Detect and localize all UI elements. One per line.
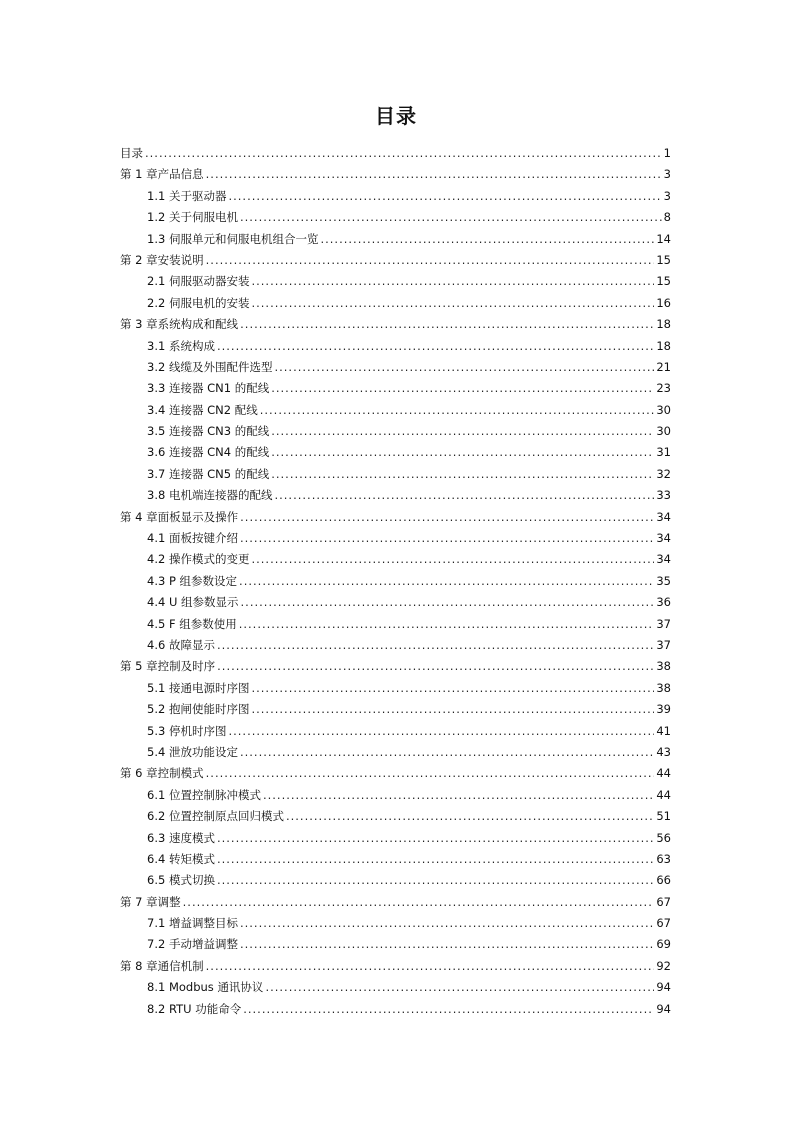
toc-entry-page-number: 63 — [656, 851, 671, 866]
toc-entry-label: 6.1 位置控制脉冲模式 — [147, 787, 261, 802]
toc-section-entry[interactable] — [120, 380, 671, 401]
toc-leader-dots — [243, 1002, 654, 1016]
toc-section-entry[interactable] — [120, 701, 671, 722]
toc-chapter-entry[interactable] — [120, 166, 671, 187]
toc-leader-dots — [206, 766, 655, 780]
toc-leader-dots — [260, 403, 655, 417]
toc-leader-dots — [217, 659, 654, 673]
toc-entry-page-number: 34 — [656, 531, 671, 546]
toc-chapter-entry[interactable] — [120, 958, 671, 979]
toc-section-entry[interactable] — [120, 466, 671, 487]
toc-section-entry[interactable] — [120, 808, 671, 829]
toc-entry-label: 7.2 手动增益调整 — [147, 937, 238, 952]
toc-entry-page-number: 23 — [656, 381, 671, 396]
toc-section-entry[interactable] — [120, 444, 671, 465]
toc-leader-dots — [251, 274, 654, 288]
toc-entry-label: 第 7 章调整 — [120, 894, 181, 909]
toc-leader-dots — [239, 617, 655, 631]
toc-entry-page-number: 69 — [656, 937, 671, 952]
toc-leader-dots — [145, 146, 662, 160]
page-title: 目录 — [375, 104, 417, 128]
toc-entry-page-number: 33 — [656, 488, 671, 503]
toc-leader-dots — [241, 595, 655, 609]
toc-entry-label: 5.1 接通电源时序图 — [147, 680, 250, 695]
toc-leader-dots — [265, 980, 654, 994]
toc-entry-label: 第 5 章控制及时序 — [120, 659, 216, 674]
toc-section-entry[interactable] — [120, 359, 671, 380]
toc-entry-page-number: 14 — [656, 231, 671, 246]
toc-entry-page-number: 44 — [656, 787, 671, 802]
toc-section-entry[interactable] — [120, 979, 671, 1000]
toc-section-entry[interactable] — [120, 744, 671, 765]
toc-leader-dots — [217, 831, 654, 845]
toc-entry-page-number: 37 — [656, 616, 671, 631]
toc-leader-dots — [206, 959, 655, 973]
toc-entry-page-number: 39 — [656, 702, 671, 717]
toc-section-entry[interactable] — [120, 295, 671, 316]
toc-leader-dots — [271, 424, 654, 438]
toc-leader-dots — [251, 552, 654, 566]
toc-section-entry[interactable] — [120, 423, 671, 444]
toc-entry-label: 1.2 关于伺服电机 — [147, 210, 238, 225]
toc-entry-label: 3.7 连接器 CN5 的配线 — [147, 466, 270, 481]
toc-entry-page-number: 34 — [656, 552, 671, 567]
toc-section-entry[interactable] — [120, 573, 671, 594]
toc-leader-dots — [271, 445, 654, 459]
toc-entry-page-number: 67 — [656, 916, 671, 931]
toc-entry-page-number: 15 — [656, 274, 671, 289]
toc-leader-dots — [240, 210, 662, 224]
toc-entry-label: 3.5 连接器 CN3 的配线 — [147, 424, 270, 439]
toc-leader-dots — [240, 510, 654, 524]
toc-section-entry[interactable] — [120, 209, 671, 230]
toc-entry-label: 3.1 系统构成 — [147, 338, 215, 353]
toc-entry-label: 3.4 连接器 CN2 配线 — [147, 402, 258, 417]
toc-leader-dots — [239, 574, 654, 588]
toc-leader-dots — [251, 681, 654, 695]
toc-entry-label: 6.2 位置控制原点回归模式 — [147, 809, 284, 824]
toc-section-entry[interactable] — [120, 551, 671, 572]
toc-leader-dots — [240, 937, 654, 951]
toc-entry-label: 第 3 章系统构成和配线 — [120, 317, 239, 332]
toc-entry-page-number: 3 — [663, 188, 671, 203]
toc-entry-page-number: 16 — [656, 295, 671, 310]
toc-section-entry[interactable] — [120, 851, 671, 872]
toc-entry-page-number: 43 — [656, 744, 671, 759]
toc-entry-label: 第 4 章面板显示及操作 — [120, 509, 239, 524]
toc-section-entry[interactable] — [120, 594, 671, 615]
toc-entry-label: 3.2 线缆及外围配件选型 — [147, 359, 273, 374]
toc-entry-label: 5.4 泄放功能设定 — [147, 744, 238, 759]
toc-entry-label: 第 2 章安装说明 — [120, 252, 204, 267]
toc-entry-label: 目录 — [120, 146, 143, 160]
toc-leader-dots — [274, 360, 654, 374]
toc-chapter-entry[interactable] — [120, 252, 671, 273]
toc-entry-label: 1.1 关于驱动器 — [147, 188, 227, 203]
toc-leader-dots — [206, 253, 655, 267]
toc-entry-page-number: 44 — [656, 766, 671, 781]
toc-entry-page-number: 38 — [656, 659, 671, 674]
toc-entry-label: 3.6 连接器 CN4 的配线 — [147, 445, 270, 460]
toc-entry-label: 第 6 章控制模式 — [120, 766, 204, 781]
toc-entry-page-number: 32 — [656, 466, 671, 481]
toc-leader-dots — [183, 895, 655, 909]
toc-section-entry[interactable] — [120, 830, 671, 851]
toc-entry-page-number: 56 — [656, 830, 671, 845]
toc-section-entry[interactable] — [120, 188, 671, 209]
toc-entry-label: 3.8 电机端连接器的配线 — [147, 488, 273, 503]
toc-entry-page-number: 30 — [656, 424, 671, 439]
toc-entry-label: 5.2 抱闸使能时序图 — [147, 702, 250, 717]
toc-entry-label: 4.1 面板按键介绍 — [147, 531, 238, 546]
toc-entry-label: 2.2 伺服电机的安装 — [147, 295, 250, 310]
toc-entry-page-number: 51 — [656, 809, 671, 824]
toc-entry-page-number: 92 — [656, 958, 671, 973]
toc-chapter-entry[interactable] — [120, 765, 671, 786]
toc-entry-page-number: 3 — [663, 167, 671, 182]
toc-section-entry[interactable] — [120, 915, 671, 936]
toc-entry-label: 2.1 伺服驱动器安装 — [147, 274, 250, 289]
toc-leader-dots — [251, 702, 654, 716]
toc-chapter-entry[interactable] — [120, 316, 671, 337]
toc-leader-dots — [206, 167, 662, 181]
toc-entry-page-number: 18 — [656, 317, 671, 332]
toc-entry-page-number: 30 — [656, 402, 671, 417]
toc-entry-page-number: 18 — [656, 338, 671, 353]
toc-entry-page-number: 21 — [656, 359, 671, 374]
toc-section-entry[interactable] — [120, 273, 671, 294]
toc-leader-dots — [271, 381, 654, 395]
toc-leader-dots — [271, 467, 654, 481]
toc-entry-label: 1.3 伺服单元和伺服电机组合一览 — [147, 231, 319, 246]
toc-section-entry[interactable] — [120, 1001, 671, 1022]
toc-entry-page-number: 41 — [656, 723, 671, 738]
toc-section-entry[interactable] — [120, 487, 671, 508]
toc-entry-label: 7.1 增益调整目标 — [147, 916, 238, 931]
toc-entry-label: 4.5 F 组参数使用 — [147, 616, 237, 631]
toc-chapter-entry[interactable] — [120, 658, 671, 679]
toc-leader-dots — [217, 873, 654, 887]
toc-entry-page-number: 66 — [656, 873, 671, 888]
toc-entry-page-number: 1 — [663, 146, 671, 160]
toc-leader-dots — [286, 809, 654, 823]
toc-entry-page-number: 15 — [656, 252, 671, 267]
toc-section-entry[interactable] — [120, 680, 671, 701]
toc-section-entry[interactable] — [120, 231, 671, 252]
toc-entry-label: 6.5 模式切换 — [147, 873, 215, 888]
toc-section-entry[interactable] — [120, 787, 671, 808]
toc-entry-page-number: 37 — [656, 637, 671, 652]
toc-entry-label: 第 1 章产品信息 — [120, 167, 204, 182]
toc-leader-dots — [228, 724, 654, 738]
toc-entry-label: 6.4 转矩模式 — [147, 851, 215, 866]
toc-section-entry[interactable] — [120, 530, 671, 551]
toc-leader-dots — [251, 296, 654, 310]
toc-entry-page-number: 34 — [656, 509, 671, 524]
toc-entry-page-number: 36 — [656, 595, 671, 610]
toc-leader-dots — [217, 852, 654, 866]
toc-entry-page-number: 35 — [656, 573, 671, 588]
toc-entry-page-number: 31 — [656, 445, 671, 460]
toc-leader-dots — [240, 531, 654, 545]
toc-chapter-entry[interactable] — [120, 509, 671, 530]
toc-leader-dots — [240, 745, 654, 759]
toc-section-entry[interactable] — [120, 402, 671, 423]
toc-chapter-entry[interactable] — [120, 145, 671, 166]
toc-entry-label: 5.3 停机时序图 — [147, 723, 227, 738]
toc-section-entry[interactable] — [120, 637, 671, 658]
toc-leader-dots — [217, 638, 654, 652]
toc-entry-page-number: 94 — [656, 980, 671, 995]
toc-entry-page-number: 8 — [663, 210, 671, 225]
toc-entry-label: 3.3 连接器 CN1 的配线 — [147, 381, 270, 396]
toc-entry-label: 4.4 U 组参数显示 — [147, 595, 239, 610]
toc-entry-label: 4.2 操作模式的变更 — [147, 552, 250, 567]
toc-leader-dots — [228, 189, 661, 203]
toc-chapter-entry[interactable] — [120, 894, 671, 915]
toc-leader-dots — [263, 788, 654, 802]
toc-entry-label: 4.6 故障显示 — [147, 637, 215, 652]
toc-section-entry[interactable] — [120, 338, 671, 359]
toc-entry-label: 第 8 章通信机制 — [120, 958, 204, 973]
toc-entry-label: 8.2 RTU 功能命令 — [147, 1001, 242, 1016]
toc-leader-dots — [274, 488, 654, 502]
toc-entry-page-number: 38 — [656, 680, 671, 695]
toc-section-entry[interactable] — [120, 872, 671, 893]
toc-entry-page-number: 94 — [656, 1001, 671, 1016]
toc-entry-label: 4.3 P 组参数设定 — [147, 573, 238, 588]
toc-leader-dots — [217, 339, 654, 353]
toc-section-entry[interactable] — [120, 723, 671, 744]
toc-entry-label: 6.3 速度模式 — [147, 830, 215, 845]
toc-leader-dots — [240, 317, 654, 331]
toc-leader-dots — [240, 916, 654, 930]
toc-section-entry[interactable] — [120, 616, 671, 637]
toc-leader-dots — [320, 232, 654, 246]
table-of-contents — [120, 145, 671, 1022]
toc-entry-label: 8.1 Modbus 通讯协议 — [147, 980, 264, 995]
toc-section-entry[interactable] — [120, 936, 671, 957]
toc-entry-page-number: 67 — [656, 894, 671, 909]
